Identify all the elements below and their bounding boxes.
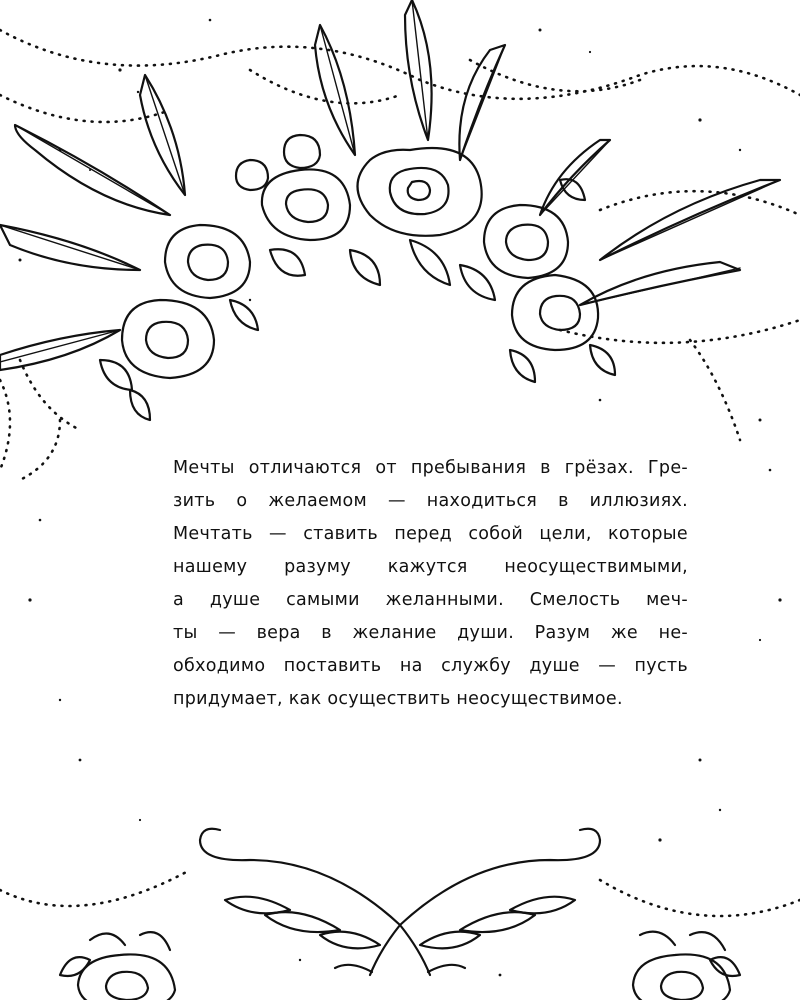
bottom-left-rose: [60, 932, 175, 1000]
text-line: нашему разуму кажутся неосуществимыми,: [173, 557, 688, 577]
body-text: [173, 452, 688, 716]
text-line: а душе самыми желанными. Смелость меч-: [173, 590, 688, 610]
wreath-leaves: [100, 179, 615, 420]
bottom-flourish: [200, 829, 600, 975]
text-line: зить о желаемом — находиться в иллюзиях.: [173, 491, 688, 511]
text-line: обходимо поставить на службу душе — пусть: [173, 656, 688, 676]
text-line: Мечтать — ставить перед собой цели, которые: [173, 524, 688, 544]
wreath-roses: [122, 135, 598, 378]
text-line: Мечты отличаются от пребывания в грёзах. Гре-: [173, 458, 688, 478]
text-line: придумает, как осуществить неосуществимое.: [173, 689, 623, 709]
text-line: ты — вера в желание души. Разум же не-: [173, 623, 688, 643]
bottom-right-rose: [633, 932, 740, 1000]
